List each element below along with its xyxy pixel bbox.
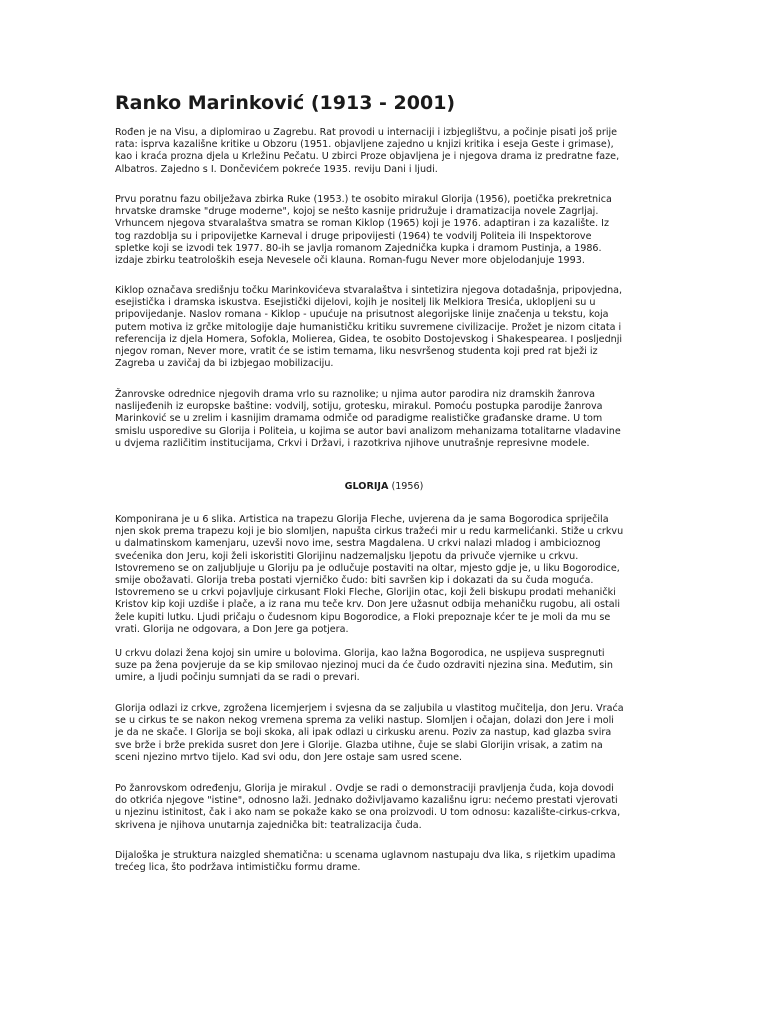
text-line: Po žanrovskom određenju, Glorija je mirakul . Ovdje se radi o demonstraciji pravljenja čuda, koja dovodi	[115, 783, 614, 794]
text-line: Žanrovske odrednice njegovih drama vrlo su raznolike; u njima autor parodira niz dramskih žanrova	[115, 389, 595, 400]
text-line: žele kupiti lutku. Ljudi pričaju o čudesnom kipu Bogorodice, a Floki prepoznaje kćer te je moli da mu se	[115, 611, 611, 623]
text-line: referencija iz djela Homera, Sofokla, Molierea, Gidea, te osobito Dostojevskog i Shakespearea. I posljednji	[115, 333, 623, 345]
text-line: Istovremeno se u crkvi pojavljuje cirkusant Floki Fleche, Glorijin otac, koji želi biskupu prodati mehanički	[115, 587, 616, 599]
text-line: putem motiva iz grčke mitologije daje humanističku kritiku suvremene civilizacije. Prožet je nizom citata i	[115, 321, 622, 333]
text-line: u dvjema različitim institucijama, Crkvi i Državi, i razotkriva njihove unutrašnje represivne modele.	[115, 437, 590, 449]
section-heading-title: GLORIJA	[344, 481, 389, 492]
text-line: Glorija odlazi iz crkve, zgrožena licemjerjem i svjesna da se zaljubila u vlastitog mučitelja, don Jeru. Vraća	[115, 703, 624, 714]
text-line: Albatros. Zajedno s I. Dončevićem pokreće 1935. reviju Dani i ljudi.	[115, 163, 438, 175]
paragraph-glorija-mother	[115, 648, 675, 685]
paragraph-kiklop	[115, 285, 675, 370]
text-line: skrivena je njihova unutarnja zajednička bit: teatralizacija čuda.	[115, 819, 422, 831]
text-line: Dijaloška je struktura naizgled shematična: u scenama uglavnom nastupaju dva lika, s rijetkim upadima	[115, 850, 616, 861]
text-line: naslijeđenih iz europske baštine: vodvilj, sotiju, grotesku, mirakul. Pomoću postupka parodije žanrova	[115, 401, 603, 413]
text-line: vrati. Glorija ne odgovara, a Don Jere ga potjera.	[115, 623, 349, 635]
text-line: suze pa žena povjeruje da se kip smilovao njezinoj muci da će čudo ozdraviti njezina sina. Međutim, sin	[115, 660, 613, 672]
text-line: u dalmatinskom kamenjaru, uzevši novo ime, sestra Magdalena. U crkvi nalazi mladog i ambicioznog	[115, 538, 601, 550]
text-line: hrvatske dramske "druge moderne", kojoj se nešto kasnije pridružuje i dramatizacija novele Zagrljaj.	[115, 206, 599, 218]
text-line: trećeg lica, što podržava intimističku formu drame.	[115, 862, 361, 874]
paragraph-glorija-genre	[115, 783, 675, 832]
text-line: smije obožavati. Glorija treba postati vjerničko čudo: biti savršen kip i dokazati da su čuda moguća.	[115, 574, 594, 586]
paragraph-genres	[115, 389, 675, 450]
text-line: Zagreba u zavičaj da bi izbjegao mobilizaciju.	[115, 358, 334, 370]
text-line: u njezinu istinitost, čak i ako nam se pokaže kako se ona proizvodi. U tom odnosu: kazalište-cirkus-crkva,	[115, 807, 621, 819]
paragraph-postwar-phase	[115, 194, 675, 267]
text-line: pripovijedanje. Naslov romana - Kiklop - upućuje na prisutnost alegorijske linije značenja u tekstu, koja	[115, 309, 609, 321]
text-line: njen skok prema trapezu koji je bio slomljen, napušta cirkus tražeći mir u redu karmelićanki. Stiže u crkvu	[115, 526, 624, 538]
text-line: Prvu poratnu fazu obilježava zbirka Ruke (1953.) te osobito mirakul Glorija (1956), poetička prekretnica	[115, 194, 612, 205]
section-heading-year: (1956)	[388, 481, 424, 492]
page-title: Ranko Marinković (1913 - 2001)	[115, 92, 456, 114]
text-line: spletke koji se izvodi tek 1977. 80-ih se javlja romanom Zajednička kupka i dramom Pustinja, a 1986.	[115, 242, 602, 254]
text-line: izdaje zbirku teatroloških eseja Nevesele oči klauna. Roman-fugu Never more objelodanjuje 1993.	[115, 254, 585, 266]
text-line: kao i kraća prozna djela u Krležinu Pečatu. U zbirci Proze objavljena je i njegova drama iz predratne faze,	[115, 151, 620, 163]
text-line: tog razdoblja su i pripovijetke Karneval i druge pripovijesti (1964) te vodvilj Politeia ili Inspektorove	[115, 230, 592, 242]
paragraph-glorija-plot	[115, 514, 675, 636]
section-heading-glorija	[0, 481, 768, 493]
text-line: Kristov kip koji uzdiše i plače, a iz rana mu teče krv. Don Jere užasnut odbija mehaničku rugobu, ali ostali	[115, 599, 620, 611]
text-line: se u cirkus te se nakon nekog vremena sprema za veliki nastup. Slomljen i očajan, dolazi don Jere i moli	[115, 715, 614, 727]
text-line: svećenika don Jeru, koji želi iskoristiti Glorijinu nadzemaljsku ljepotu da privuče vjernike u crkvu.	[115, 550, 579, 562]
text-line: smislu usporedive su Glorija i Politeia, u kojima se autor bavi analizom mehanizama totalitarne vladavine	[115, 425, 621, 437]
text-line: rata: isprva kazališne kritike u Obzoru (1951. objavljene zajedno u knjizi kritika i eseja Geste i grimase),	[115, 139, 614, 151]
text-line: Rođen je na Visu, a diplomirao u Zagrebu. Rat provodi u internaciji i izbjeglištvu, a počinje pisati još prije	[115, 127, 618, 138]
text-line: Komponirana je u 6 slika. Artistica na trapezu Glorija Fleche, uvjerena da je sama Bogorodica spriječila	[115, 514, 609, 525]
text-line: sceni njezino mrtvo tijelo. Kad svi odu, don Jere ostaje sam usred scene.	[115, 751, 463, 763]
text-line: U crkvu dolazi žena kojoj sin umire u bolovima. Glorija, kao lažna Bogorodica, ne uspijeva suspregnuti	[115, 648, 605, 659]
text-line: sve brže i brže prekida susret don Jere i Glorije. Glazba utihne, čuje se slabi Glorijin vrisak, a zatim na	[115, 739, 603, 751]
text-line: do otkrića njegove "istine", odnosno laži. Jednako doživljavamo kazališnu igru: nećemo prestati vjerovati	[115, 795, 618, 807]
paragraph-glorija-structure	[115, 850, 675, 874]
text-line: esejistička i dramska iskustva. Esejistički dijelovi, kojih je nositelj lik Melkiora Tresića, uklopljeni su u	[115, 297, 596, 309]
text-line: umire, a ljudi počinju sumnjati da se radi o prevari.	[115, 672, 360, 684]
paragraph-glorija-ending	[115, 703, 675, 764]
text-line: njegov roman, Never more, vratit će se istim temama, liku nesvršenog studenta koji pred rat bježi iz	[115, 345, 598, 357]
text-line: Kiklop označava središnju točku Marinkovićeva stvaralaštva i sintetizira njegova dotadašnja, pripovjedna,	[115, 285, 623, 296]
text-line: Marinković se u zrelim i kasnijim dramama odmiče od paradigme realističke građanske drame. U tom	[115, 413, 603, 425]
text-line: Istovremeno se on zaljubljuje u Gloriju pa je odlučuje postaviti na oltar, mjesto gdje je, u liku Bogorodice,	[115, 562, 620, 574]
text-line: je da ne skače. I Glorija se boji skoka, ali ipak odlazi u cirkusku arenu. Poziv za nastup, kad glazba svira	[115, 727, 612, 739]
text-line: Vrhuncem njegova stvaralaštva smatra se roman Kiklop (1965) koji je 1976. adaptiran i za kazalište. Iz	[115, 218, 610, 230]
paragraph-biography	[115, 127, 675, 176]
